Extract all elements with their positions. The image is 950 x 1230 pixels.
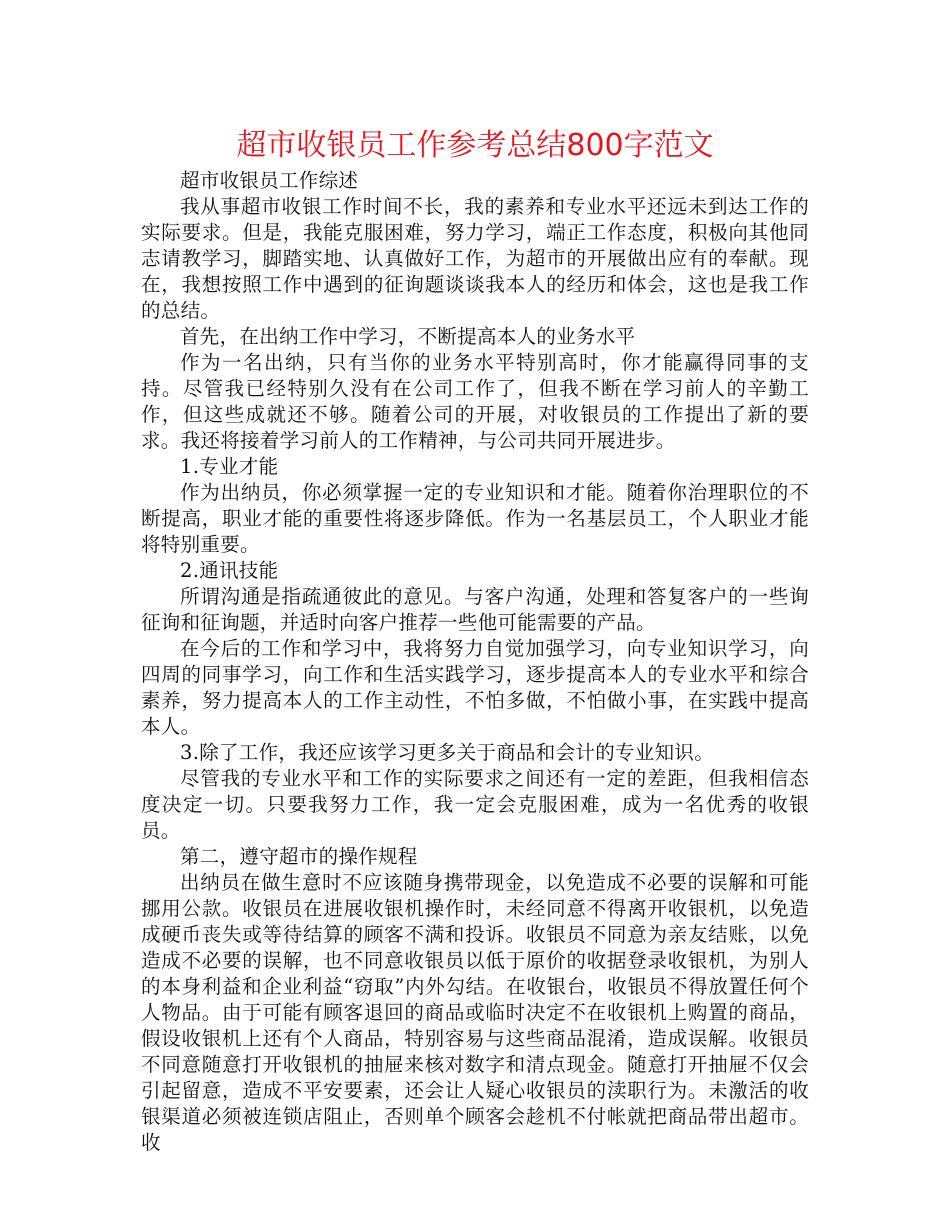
section-heading: 第二，遵守超市的操作规程: [180, 845, 418, 868]
section-heading: 超市收银员工作综述: [180, 169, 359, 192]
document-body: [141, 168, 809, 1156]
section-heading: 3.除了工作，我还应该学习更多关于商品和会计的专业知识。: [180, 741, 715, 764]
body-paragraph: 所谓沟通是指疏通彼此的意见。与客户沟通，处理和答复客户的一些询征询和征询题，并适时向客户推荐一些他可能需要的产品。: [141, 585, 809, 634]
body-paragraph: 出纳员在做生意时不应该随身携带现金，以免造成不必要的误解和可能挪用公款。收银员在进展收银机操作时，未经同意不得离开收银机，以免造成硬币丧失或等待结算的顾客不满和投诉。收银员不同意为亲友结账，以免造成不必要的误解，也不同意收银员以低于原价的收据登录收银机，为别人的本身利益和企业利益“窃取”内外勾结。在收银台，收银员不得放置任何个人物品。由于可能有顾客退回的商品或临时决定不在收银机上购置的商品，假设收银机上还有个人商品，特别容易与这些商品混淆，造成误解。收银员不同意随意打开收银机的抽屉来核对数字和清点现金。随意打开抽屉不仅会引起留意，造成不平安要素，还会让人疑心收银员的渎职行为。未激活的收银渠道必须被连锁店阻止，否则单个顾客会趁机不付帐就把商品带出超市。收: [141, 871, 809, 1154]
section-heading: 2.通讯技能: [180, 559, 279, 582]
body-paragraph: 我从事超市收银工作时间不长，我的素养和专业水平还远未到达工作的实际要求。但是，我能克服困难，努力学习，端正工作态度，积极向其他同志请教学习，脚踏实地、认真做好工作，为超市的开展做出应有的奉献。现在，我想按照工作中遇到的征询题谈谈我本人的经历和体会，这也是我工作的总结。: [141, 195, 809, 322]
body-paragraph: 作为一名出纳，只有当你的业务水平特别高时，你才能赢得同事的支持。尽管我已经特别久没有在公司工作了，但我不断在学习前人的辛勤工作，但这些成就还不够。随着公司的开展，对收银员的工作提出了新的要求。我还将接着学习前人的工作精神，与公司共同开展进步。: [141, 351, 809, 452]
body-paragraph: 在今后的工作和学习中，我将努力自觉加强学习，向专业知识学习，向四周的同事学习，向工作和生活实践学习，逐步提高本人的专业水平和综合素养，努力提高本人的工作主动性，不怕多做，不怕做小事，在实践中提高本人。: [141, 637, 809, 738]
body-paragraph: 作为出纳员，你必须掌握一定的专业知识和才能。随着你治理职位的不断提高，职业才能的重要性将逐步降低。作为一名基层员工，个人职业才能将特别重要。: [141, 481, 809, 556]
body-paragraph: 尽管我的专业水平和工作的实际要求之间还有一定的差距，但我相信态度决定一切。只要我努力工作，我一定会克服困难，成为一名优秀的收银员。: [141, 767, 809, 842]
document-title: 超市收银员工作参考总结800字范文: [236, 128, 714, 163]
section-heading: 首先，在出纳工作中学习，不断提高本人的业务水平: [180, 325, 636, 348]
section-heading: 1.专业才能: [180, 455, 279, 478]
